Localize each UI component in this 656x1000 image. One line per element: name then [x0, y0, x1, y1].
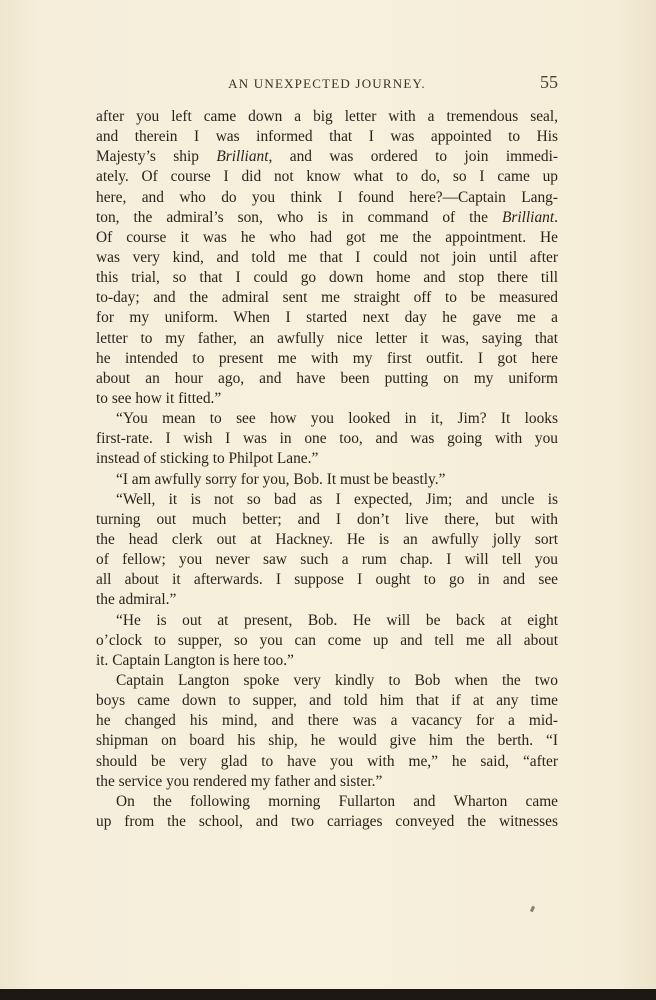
ink-speck — [530, 906, 535, 913]
text-line: turning out much better; and I don’t live there, but with — [96, 510, 558, 528]
text-line: “He is out at present, Bob. He will be back at eight — [116, 611, 558, 629]
page-bottom-edge — [0, 989, 656, 1000]
text-line: first-rate. I wish I was in one too, and was going with you — [96, 430, 558, 448]
text-line: letter to my father, an awfully nice letter it was, saying that — [96, 329, 558, 347]
page-header — [96, 72, 558, 96]
text-line: was very kind, and told me that I could not join until after — [96, 248, 558, 266]
text-line: it. Captain Langton is here too.” — [96, 651, 294, 669]
text-line: “I am awfully sorry for you, Bob. It must be beastly.” — [116, 470, 446, 488]
text-line: ton, the admiral’s son, who is in command of the Brilliant. — [96, 208, 558, 226]
text-line: to see how it fitted.” — [96, 389, 222, 407]
text-line: to-day; and the admiral sent me straight off to be measured — [96, 289, 558, 307]
text-line: should be very glad to have you with me,” he said, “after — [96, 752, 558, 770]
text-line: for my uniform. When I started next day he gave me a — [96, 309, 558, 327]
text-line: Of course it was he who had got me the appointment. He — [96, 228, 558, 246]
text-line: ately. Of course I did not know what to do, so I came up — [96, 168, 558, 186]
text-line: the admiral.” — [96, 591, 177, 609]
text-line: o’clock to supper, so you can come up and tell me all about — [96, 631, 558, 649]
text-line: this trial, so that I could go down home and stop there till — [96, 269, 558, 287]
text-line: Captain Langton spoke very kindly to Bob when the two — [116, 671, 558, 689]
text-line: “Well, it is not so bad as I expected, Jim; and uncle is — [116, 490, 558, 508]
text-line: here, and who do you think I found here?—Captain Lang- — [96, 188, 558, 206]
text-line: he changed his mind, and there was a vacancy for a mid- — [96, 712, 558, 730]
text-line: after you left came down a big letter with a tremendous seal, — [96, 108, 558, 125]
text-line: instead of sticking to Philpot Lane.” — [96, 450, 319, 468]
running-head: AN UNEXPECTED JOURNEY. — [228, 76, 426, 91]
text-line: “You mean to see how you looked in it, Jim? It looks — [116, 410, 558, 428]
text-line: all about it afterwards. I suppose I ought to go in and see — [96, 571, 558, 589]
body-text — [96, 107, 558, 832]
text-line: On the following morning Fullarton and Wharton came — [116, 792, 558, 810]
text-line: and therein I was informed that I was appointed to His — [96, 128, 558, 146]
text-line: up from the school, and two carriages conveyed the witnesses — [96, 812, 558, 830]
text-line: the head clerk out at Hackney. He is an awfully jolly sort — [96, 530, 558, 548]
text-line: shipman on board his ship, he would give him the berth. “I — [96, 732, 558, 750]
text-line: boys came down to supper, and told him that if at any time — [96, 692, 558, 710]
text-line: he intended to present me with my first outfit. I got here — [96, 349, 558, 367]
text-line: the service you rendered my father and sister.” — [96, 772, 383, 790]
page-number: 55 — [540, 72, 558, 92]
text-line: of fellow; you never saw such a rum chap. I will tell you — [96, 551, 558, 569]
text-line: about an hour ago, and have been putting on my uniform — [96, 369, 558, 387]
text-line: Majesty’s ship Brilliant, and was ordered to join immedi- — [96, 148, 559, 166]
